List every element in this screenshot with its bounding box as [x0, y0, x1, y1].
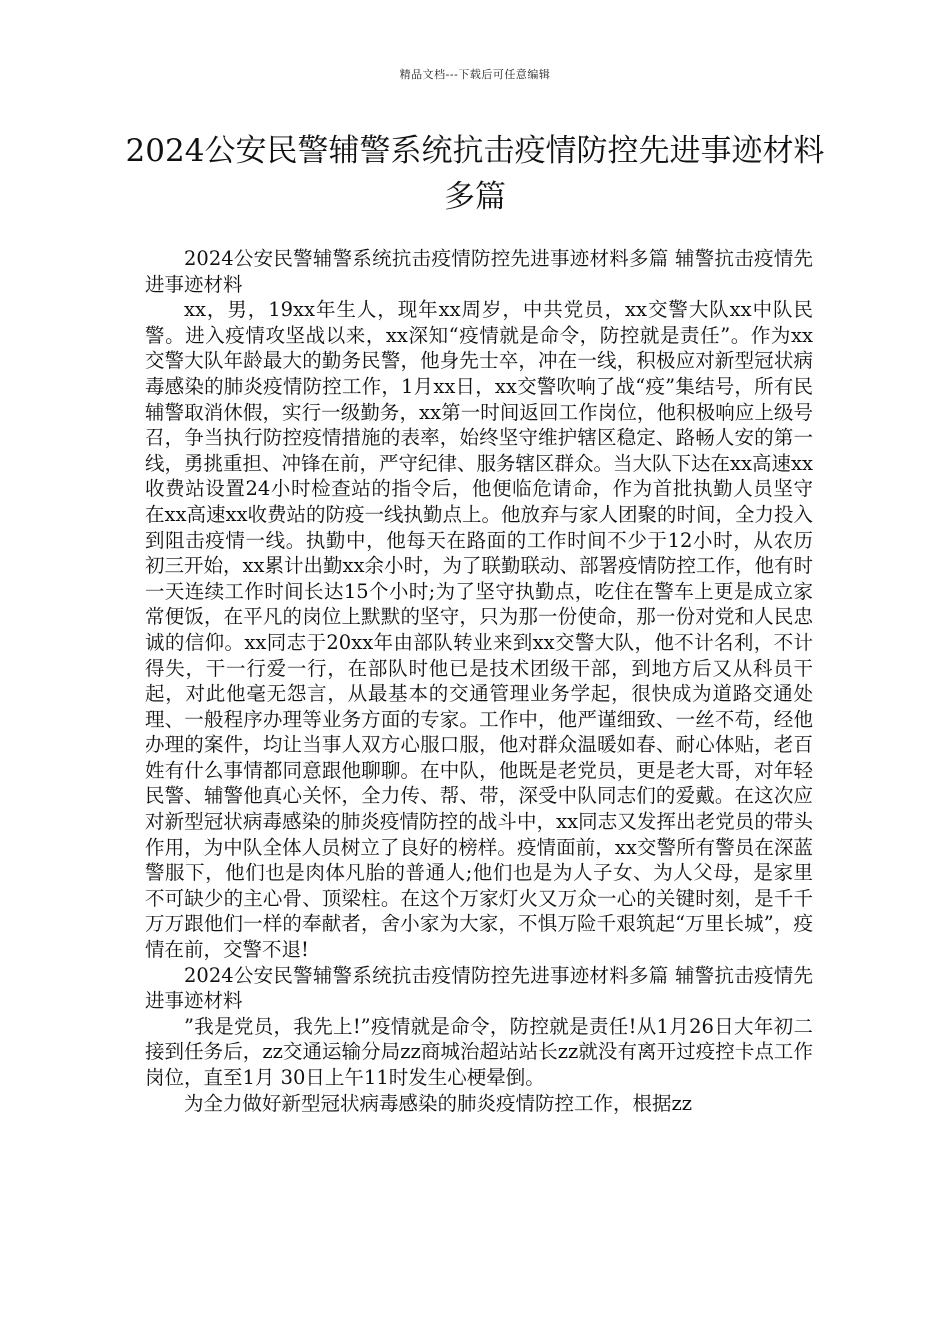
- body-paragraph: ”我是党员，我先上!”疫情就是命令，防控就是责任!从1月26日大年初二接到任务后，zz交通运输分局zz商城治超站站长zz就没有离开过疫控卡点工作岗位，直至1月 30日上午11时发生心梗晕倒。: [145, 1014, 813, 1089]
- body-paragraph: 2024公安民警辅警系统抗击疫情防控先进事迹材料多篇 辅警抗击疫情先进事迹材料: [145, 247, 813, 296]
- document-body: [145, 246, 813, 1116]
- body-paragraph: 为全力做好新型冠状病毒感染的肺炎疫情防控工作，根据zz: [184, 1091, 693, 1115]
- document-title: 2024公安民警辅警系统抗击疫情防控先进事迹材料多篇: [125, 133, 825, 215]
- body-paragraph: xx，男，19xx年生人，现年xx周岁，中共党员，xx交警大队xx中队民警。进入疫情攻坚战以来，xx深知“疫情就是命令，防控就是责任”。作为xx交警大队年龄最大的勤务民警，他身先士卒，冲在一线，积极应对新型冠状病毒感染的肺炎疫情防控工作，1月xx日，xx交警吹响了战“疫”集结号，所有民辅警取消休假，实行一级勤务，xx第一时间返回工作岗位，他积极响应上级号召，争当执行防控疫情措施的表率，始终坚守维护辖区稳定、路畅人安的第一线，勇挑重担、冲锋在前，严守纪律、服务辖区群众。当大队下达在xx高速xx收费站设置24小时检查站的指令后，他便临危请命，作为首批执勤人员坚守在xx高速xx收费站的防疫一线执勤点上。他放弃与家人团聚的时间，全力投入到阻击疫情一线。执勤中，他每天在路面的工作时间不少于12小时，从农历初三开始，xx累计出勤xx余小时，为了联勤联动、部署疫情防控工作，他有时一天连续工作时间长达15个小时;为了坚守执勤点，吃住在警车上更是成立家常便饭，在平凡的岗位上默默的坚守，只为那一份使命，那一份对党和人民忠诚的信仰。xx同志于20xx年由部队转业来到xx交警大队，他不计名利，不计得失，干一行爱一行，在部队时他已是技术团级干部，到地方后又从科员干起，对此他毫无怨言，从最基本的交通管理业务学起，很快成为道路交通处理、一般程序办理等业务方面的专家。工作中，他严谨细致、一丝不苟，经他办理的案件，均让当事人双方心服口服，他对群众温暖如春、耐心体贴，老百姓有什么事情都同意跟他聊聊。在中队，他既是老党员，更是老大哥，对年轻民警、辅警他真心关怀，全力传、帮、带，深受中队同志们的爱戴。在这次应对新型冠状病毒感染的肺炎疫情防控的战斗中，xx同志又发挥出老党员的带头作用，为中队全体人员树立了良好的榜样。疫情面前，xx交警所有警员在深蓝警服下，他们也是肉体凡胎的普通人;他们也是为人子女、为人父母，是家里不可缺少的主心骨、顶梁柱。在这个万家灯火又万众一心的关键时刻，是千千万万跟他们一样的奉献者，舍小家为大家，不惧万险千艰筑起“万里长城”，疫情在前，交警不退!: [145, 298, 813, 962]
- body-paragraph: 2024公安民警辅警系统抗击疫情防控先进事迹材料多篇 辅警抗击疫情先进事迹材料: [145, 963, 813, 1013]
- header-note: 精品文档---下载后可任意编辑: [399, 68, 551, 81]
